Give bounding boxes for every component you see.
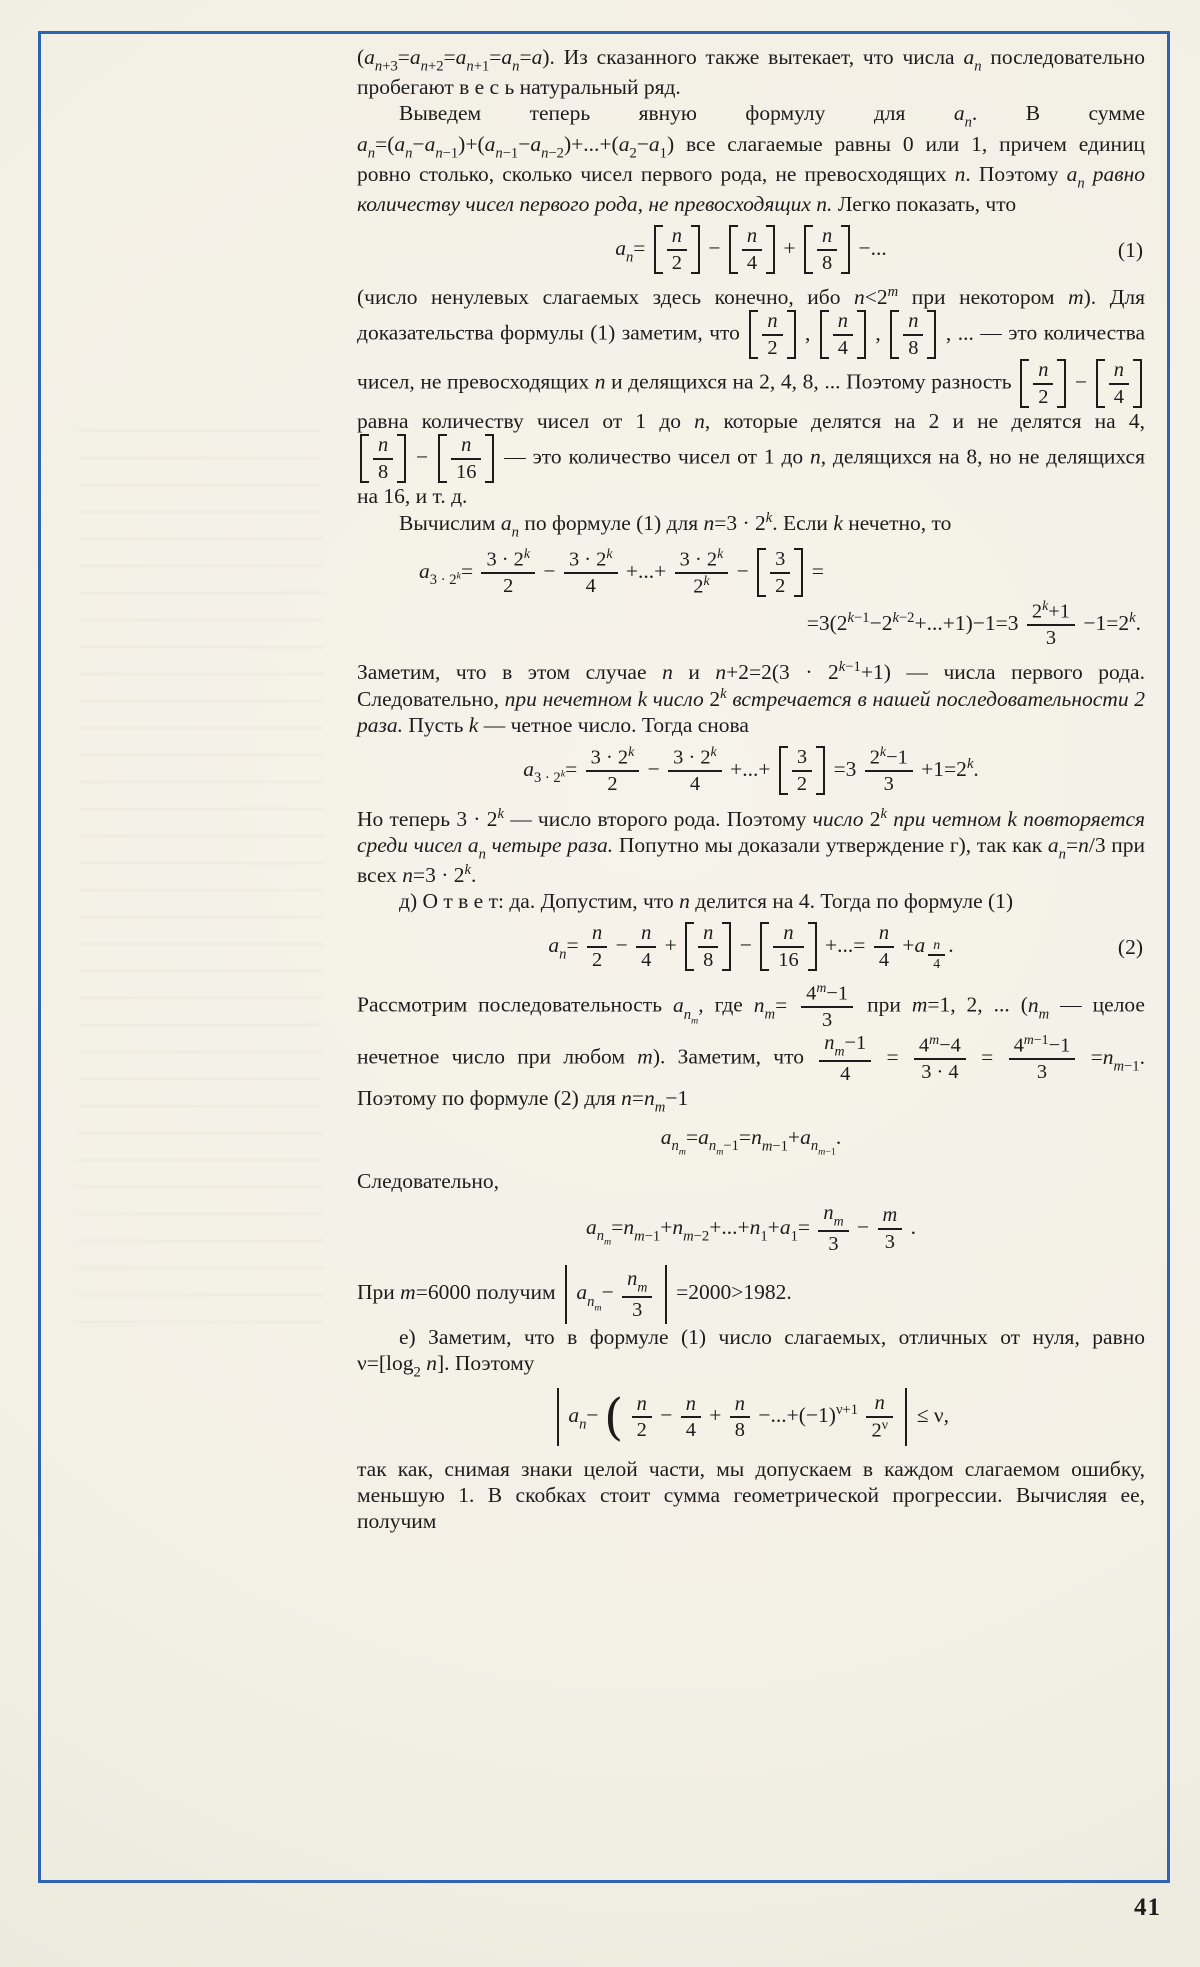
text-run: все слагаемые равны 0 или 1, причем единиц ровно столько, сколько чисел первого рода, не превосходящих (357, 131, 1145, 186)
text-run: Рассмотрим последовательность (357, 993, 673, 1018)
right-bracket (808, 922, 817, 971)
paragraph (357, 659, 1145, 738)
inline-math: k (833, 510, 843, 535)
text-run: нечетно, то (842, 510, 952, 535)
left-bracket (760, 922, 769, 971)
text-run: и делящихся на 2, 4, 8, ... Поэтому разность (605, 369, 1018, 394)
right-bracket (766, 225, 775, 274)
text-run: д) О т в е т: да. Допустим, что (399, 889, 680, 914)
inline-math: $a_n$ (467, 832, 486, 863)
formula-row: $a_{n_m}=n_{m-1}+n_{m-2}+...+n_1+a_1=$ $\frac{n_m}{3}$ − $\frac{m}{3}$ . (585, 1201, 917, 1256)
text-run: Но теперь (357, 806, 457, 831)
fraction: $\frac{3 \cdot 2^k}{4}$ (665, 757, 725, 781)
text-run: При (357, 1280, 401, 1305)
inline-math: n (679, 889, 690, 914)
text-run: , которые делятся на 2 и не делятся на 4, (704, 409, 1146, 434)
fraction: $\frac{2^k+1}{3}$ (1024, 611, 1078, 635)
inline-math: $n=3 \cdot 2^k$ (703, 509, 773, 535)
bracketed-fraction: $\frac{n}{8}$ (360, 434, 406, 483)
vertical-bar (565, 1265, 567, 1323)
inline-math: n (694, 409, 705, 434)
formula-row: $a_n-$ ( $\frac{n}{2}$ − $\frac{n}{4}$ + $\frac{n}{8}$ $-...+(-1)^{\nu+1}$ $\frac{n}{2^\nu}$ ≤ ν, (357, 1387, 1145, 1447)
bracketed-fraction: $\frac{n}{4}$ (820, 310, 866, 359)
inline-math: $n=3 \cdot 2^k$ (402, 862, 471, 888)
text-run: по формуле (1) для (518, 510, 704, 535)
text-run: при некотором (898, 285, 1069, 310)
text-run: Выведем теперь явную формулу для (399, 101, 954, 126)
inline-math: $n_m=$ $\frac{4^m-1}{3}$ (754, 993, 856, 1017)
inline-math: n (809, 444, 821, 469)
formula-row: $=3(2^{k-1}-2^{k-2}+...+1)-1=3$ $\frac{2^k+1}{3}$ $-1=2^k$. (806, 598, 1141, 649)
text-run (1085, 162, 1093, 186)
inline-math: 2$^k$ (709, 685, 727, 711)
paragraph (357, 1265, 1145, 1323)
text-run: — числа первого рода. Следовательно, (357, 660, 1145, 711)
formula-row: $a_n=$ $\frac{n}{2}$ − $\frac{n}{4}$ + $\frac{n}{8}$ −... (615, 225, 887, 274)
text-run: и (672, 660, 716, 685)
fraction: $\frac{n_m-1}{4}$ (816, 1045, 874, 1069)
bracketed-fraction: $\frac{n}{4}$ (1096, 359, 1142, 408)
fraction: $\frac{n}{2}$ (584, 933, 610, 957)
text-run: Попутно мы доказали утверждение г), так как (613, 832, 1048, 857)
fraction: n 4 (925, 946, 948, 962)
inline-math: $a_n$ (953, 101, 972, 131)
text-run: так как, снимая знаки целой части, мы допускаем в каждом слагаемом ошибку, меньшую 1. В скобках стоит сумма геометрической прогрессии. Вычисляя ее, получим (357, 1456, 1145, 1534)
text-run: при всех (357, 832, 1146, 888)
text-run: . В сумме (971, 101, 1145, 126)
inline-math: $n<2^m$ (854, 284, 899, 310)
left-bracket (360, 434, 369, 483)
left-bracket (757, 548, 766, 597)
text-column (357, 44, 1145, 1535)
inline-math: n (594, 369, 606, 394)
fraction: $\frac{4^m-1}{3}$ (798, 993, 856, 1017)
text-run: , где (698, 993, 754, 1018)
display-formula (357, 1387, 1145, 1447)
inline-math: m=1, 2, ... (911, 993, 1010, 1018)
text-run: . Поэтому (965, 161, 1067, 186)
inline-math: n (662, 660, 673, 685)
inline-math: $\frac{n}{2}$ − $\frac{n}{4}$ (1017, 370, 1145, 394)
text-run: , делящихся на 8, но не делящихся на 16, и т. д. (357, 444, 1145, 509)
fraction: $\frac{m}{3}$ (875, 1215, 906, 1239)
equation-number: (2) (1117, 935, 1143, 960)
bracketed-fraction: $\frac{n}{4}$ (729, 225, 775, 274)
formula-row: $a_{n_m}=a_{n_m-1}=n_{m-1}+a_{n_{m-1}}$. (660, 1124, 842, 1158)
text-run: равна количеству чисел от 1 до (357, 409, 695, 434)
right-bracket (722, 922, 731, 971)
text-run: е) Заметим, что в формуле (1) число слагаемых, отличных от нуля, равно (399, 1324, 1145, 1349)
right-bracket (1057, 359, 1066, 408)
inline-math: k (468, 712, 479, 737)
display-formula (357, 547, 1145, 651)
left-bracket (438, 434, 447, 483)
fraction: $\frac{n_m}{3}$ (815, 1215, 851, 1239)
italic-run: при нечетном k число (504, 686, 710, 711)
right-bracket (691, 225, 700, 274)
vertical-bar (905, 1388, 907, 1446)
right-bracket (787, 310, 796, 359)
inline-math: $a_n=n/3$ (1047, 832, 1106, 863)
italic-run: число (812, 806, 870, 831)
text-run: делится на 4. Тогда по формуле (1) (689, 889, 1014, 914)
bracketed-fraction: $\frac{n}{2}$ (749, 310, 795, 359)
bracketed-fraction: $\frac{3}{2}$ (757, 548, 803, 597)
text-run: . Поэтому (444, 1350, 535, 1375)
paragraph (357, 1168, 1145, 1194)
text-run: — число второго рода. Поэтому (503, 806, 813, 831)
bracketed-fraction: $\frac{n}{2}$ (1020, 359, 1066, 408)
paragraph (357, 100, 1145, 217)
display-formula (357, 745, 1145, 797)
inline-math: $a_n$ (1066, 161, 1085, 192)
fraction: $\frac{4^{m-1}-1}{3}$ (1006, 1045, 1079, 1069)
fraction: $\frac{4^m-4}{3 \cdot 4}$ (911, 1045, 969, 1069)
fraction: $\frac{n_m}{3}$ (619, 1280, 655, 1304)
text-run: — это количество чисел от 1 до (497, 444, 810, 469)
text-run: ). Заметим, что (652, 1044, 817, 1069)
inline-math: $n+2=2(3 \cdot 2^{k-1}+1)$ (715, 659, 891, 685)
left-bracket (890, 310, 899, 359)
text-run: (число ненулевых слагаемых здесь конечно, ибо (357, 285, 855, 310)
inline-math: $a_n=(a_n-a_{n-1})+(a_{n-1}-a_{n-2})+...+(a_2-a_1)$ (357, 131, 675, 162)
text-run: — целое нечетное число при любом (357, 993, 1145, 1069)
right-bracket (794, 548, 803, 597)
bracketed-fraction: $\frac{n}{8}$ (890, 310, 936, 359)
text-run: Вычислим (399, 510, 501, 535)
text-run: . Если (772, 510, 834, 535)
text-run: получим (470, 1280, 561, 1305)
right-bracket (841, 225, 850, 274)
display-formula (357, 1123, 1145, 1159)
fraction: $\frac{n}{2^\nu}$ (863, 1403, 895, 1427)
paragraph (357, 1324, 1145, 1380)
page-number: 41 (1134, 1894, 1161, 1921)
left-bracket (804, 225, 813, 274)
inline-math: $\nu=[\log_2$ n] (357, 1350, 445, 1381)
inline-math: $a_n$ (963, 45, 982, 75)
text-run: при (856, 993, 912, 1018)
fraction: $\frac{3 \cdot 2^k}{2^k}$ (672, 559, 732, 583)
inline-math: $a_{n_m}$ (672, 993, 699, 1027)
left-bracket (1020, 359, 1029, 408)
text-run: ). Для доказательства формулы (1) заметим, что (357, 285, 1145, 345)
left-bracket (749, 310, 758, 359)
right-bracket (485, 434, 494, 483)
text-run: Пусть (403, 712, 469, 737)
inline-math: $\frac{n}{8}$ − $\frac{n}{16}$ (357, 445, 497, 469)
text-run: Следовательно, (357, 1168, 499, 1193)
bracketed-fraction: $\frac{n}{2}$ (654, 225, 700, 274)
italic-run: равно количеству чисел первого рода, не превосходящих n. (357, 161, 1145, 217)
bracketed-fraction: $\frac{n}{16}$ (438, 434, 494, 483)
text-run: . Из сказанного также вытекает, что числа (549, 45, 964, 69)
display-formula (357, 224, 1145, 275)
inline-math: $3 \cdot 2^k$ (456, 805, 504, 831)
vertical-bar (665, 1265, 667, 1323)
text-run: ( (1009, 993, 1028, 1018)
fraction: $\frac{3 \cdot 2^k}{4}$ (561, 559, 621, 583)
fraction: $\frac{2^k-1}{3}$ (862, 757, 916, 781)
display-formula (357, 1201, 1145, 1257)
fraction: $\frac{n}{8}$ (727, 1403, 753, 1427)
inline-math: 2$^k$ (869, 805, 887, 831)
fraction: $\frac{n}{4}$ (633, 933, 659, 957)
paragraph (357, 1456, 1145, 1535)
text-run: Легко показать, что (832, 192, 1017, 217)
text-run: последовательно пробегают в е с ь натуральный ряд. (357, 45, 1145, 100)
fraction: $\frac{n}{4}$ (871, 933, 897, 957)
text-run: — это количества чисел, не превосходящих (357, 320, 1146, 394)
paragraph (357, 806, 1145, 889)
inline-math: m (1068, 285, 1084, 310)
fraction: $\frac{3 \cdot 2^k}{2}$ (583, 757, 643, 781)
fraction: $\frac{n}{2}$ (629, 1403, 655, 1427)
bracketed-fraction: $\frac{n}{8}$ (685, 922, 731, 971)
paragraph (357, 982, 1145, 1115)
inline-math: $\frac{n}{2}$ , $\frac{n}{4}$ , $\frac{n}{8}$ , ... (746, 321, 973, 345)
left-bracket (779, 746, 788, 795)
inline-math: $a_{n_m}-$ $\frac{n_m}{3}$ =2000>1982. (561, 1280, 792, 1304)
inline-math: $(a_{n+3}=a_{n+2}=a_{n+1}=a_n=a)$ (357, 45, 550, 75)
italic-run: четыре раза. (485, 832, 614, 857)
paragraph (357, 888, 1145, 914)
inline-math: $n_m$ (1027, 993, 1050, 1023)
formula-row: $a_n=$ $\frac{n}{2}$ − $\frac{n}{4}$ + $\frac{n}{8}$ − $\frac{n}{16}$ +...= $\frac{n}{4}$ +a $_{\frac{n}{4}}$ . (548, 922, 954, 973)
left-bracket (654, 225, 663, 274)
vertical-bar (557, 1388, 559, 1446)
text-run: Заметим, что в этом случае (357, 660, 663, 685)
inline-math: $\frac{n_m-1}{4}$ = $\frac{4^m-4}{3 \cdot 4}$ = $\frac{4^{m-1}-1}{3}$ $=n_{m-1}$. (816, 1045, 1145, 1069)
italic-run: встречается в нашей последовательности 2 раза. (357, 686, 1145, 737)
bracketed-fraction: $\frac{3}{2}$ (779, 746, 825, 795)
left-bracket (820, 310, 829, 359)
left-bracket (1096, 359, 1105, 408)
big-paren: ( (603, 1387, 624, 1446)
text-run: Поэтому по формуле (2) для (357, 1086, 622, 1111)
display-formula (357, 921, 1145, 973)
bracketed-fraction: $\frac{n}{16}$ (760, 922, 816, 971)
inline-math: $a_n$ (500, 510, 519, 541)
right-bracket (857, 310, 866, 359)
text-run: . (471, 863, 477, 888)
fraction: $\frac{3 \cdot 2^k}{2}$ (478, 559, 538, 583)
inline-math: $n=n_m-1$ (621, 1086, 689, 1117)
inline-math: m=6000 (400, 1280, 471, 1305)
inline-math: n (954, 161, 966, 186)
right-bracket (927, 310, 936, 359)
formula-row: $a_{3 \cdot 2^k}=$ $\frac{3 \cdot 2^k}{2}$ − $\frac{3 \cdot 2^k}{4}$ +...+ $\frac{3 \cdot 2^k}{2^k}$ − $\frac{3}{2}$ = (419, 546, 824, 598)
right-bracket (1133, 359, 1142, 408)
fraction: $\frac{n}{4}$ (678, 1403, 704, 1427)
paragraph (357, 284, 1145, 509)
equation-number: (1) (1117, 237, 1143, 262)
paragraph (357, 510, 1145, 540)
italic-run: при четном k повторяется среди чисел (357, 806, 1146, 857)
inline-math: m (637, 1044, 653, 1069)
page-border-frame (38, 31, 1170, 1883)
right-bracket (816, 746, 825, 795)
formula-row: $a_{3 \cdot 2^k}=$ $\frac{3 \cdot 2^k}{2}$ − $\frac{3 \cdot 2^k}{4}$ +...+ $\frac{3}{2}$ =3 $\frac{2^k-1}{3}$ $+1=2^k$. (523, 745, 979, 796)
bracketed-fraction: $\frac{n}{8}$ (804, 225, 850, 274)
left-bracket (685, 922, 694, 971)
left-bracket (729, 225, 738, 274)
right-bracket (397, 434, 406, 483)
paragraph (357, 44, 1145, 100)
text-run: — четное число. Тогда снова (478, 712, 749, 737)
